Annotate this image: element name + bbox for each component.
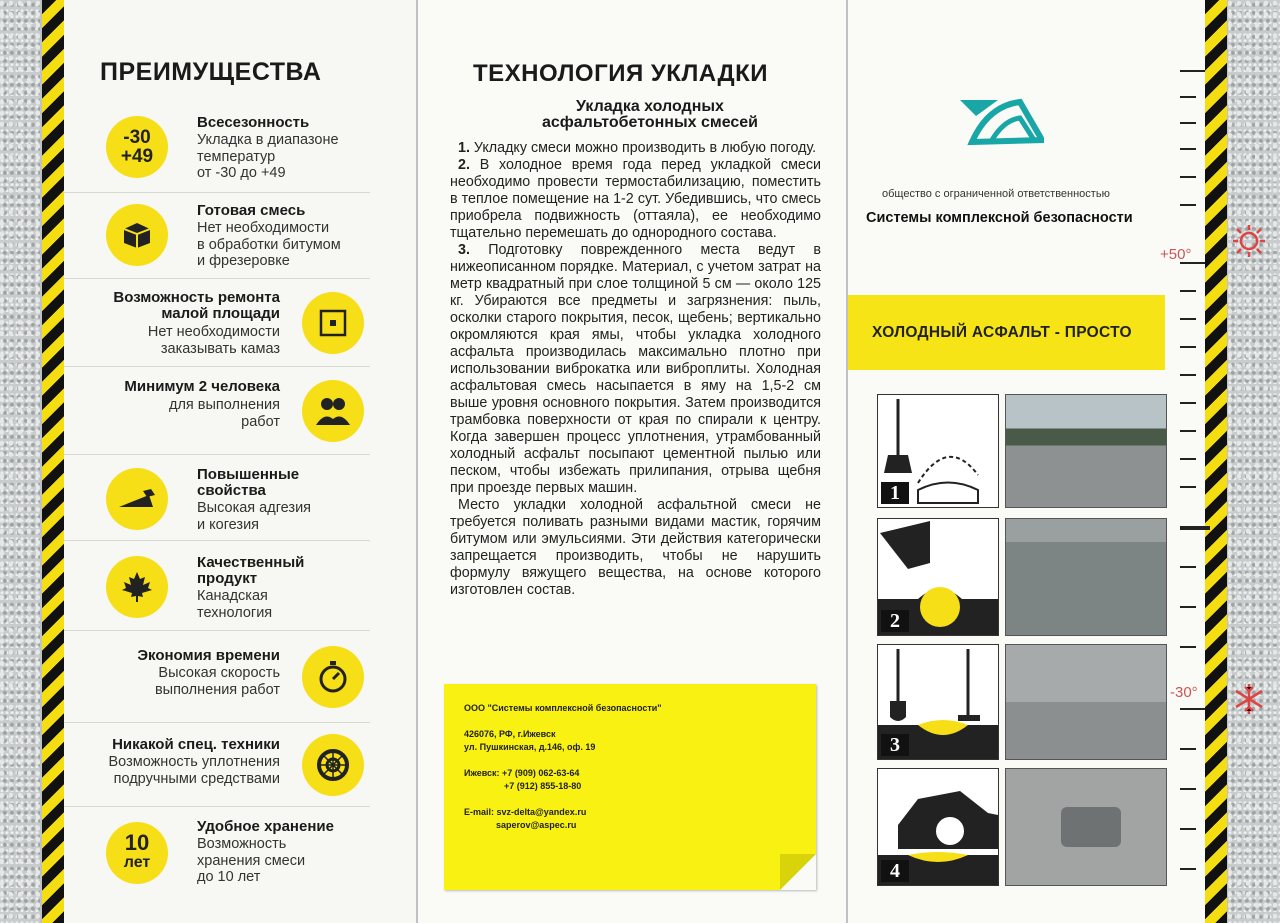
advantage-quality: Качественный продукт Канадская технология — [64, 540, 370, 631]
right-edge — [1228, 0, 1280, 923]
right-hazard-stripe — [1205, 0, 1227, 923]
contact-email-1: E-mail: svz-delta@yandex.ru — [464, 807, 587, 817]
step-3-diagram: 3 — [877, 644, 999, 760]
technology-body — [450, 140, 821, 599]
org-type: общество с ограниченной ответственностью — [882, 188, 1110, 200]
paragraph-3: 3. Подготовку поврежденного места ведут в нижеописанном порядке. Материал, с учетом затрат на метр квадратный при слое толщиной 5 см — около 125 кг. Убираются все предметы и загрязнения: пыль, осколки старого покрытия, песок, щебень; вертикально окромляются края ямы, чтобы укладка холодного асфальта производилась максимально плотно при использовании виброкатка или виброплиты. Холодная асфальтовая смесь насыпается в яму на 1,5-2 см выше уровня основного покрытия. Затем производится трамбовка поверхности от края по спирали к центру. Когда завершен процесс уплотнения, утрамбованный холодный асфальт посыпают цементной пылью или песком, чтобы избежать прилипания, отрыва щебня при проезде первых машин. — [450, 242, 821, 496]
stopwatch-icon — [302, 646, 364, 708]
contact-email-2: saperov@aspec.ru — [496, 820, 577, 830]
contact-company: ООО "Системы комплексной безопасности" — [464, 703, 662, 713]
sun-icon — [1232, 224, 1266, 258]
contact-sticky-note — [444, 684, 816, 890]
box-icon — [106, 204, 168, 266]
wheel-icon — [302, 734, 364, 796]
step-3-photo — [1005, 644, 1167, 760]
advantages-heading: ПРЕИМУЩЕСТВА — [100, 58, 322, 86]
contact-phone-2: +7 (912) 855-18-80 — [504, 781, 582, 791]
advantage-properties: Повышенные свойства Высокая адгезия и когезия — [64, 454, 370, 541]
people-icon — [302, 380, 364, 442]
left-edge — [0, 0, 40, 923]
advantage-two-people: Минимум 2 человека для выполнения работ — [64, 366, 370, 455]
maple-leaf-icon — [106, 556, 168, 618]
slogan: ХОЛОДНЫЙ АСФАЛЬТ - ПРОСТО — [872, 324, 1132, 341]
temperature-icon: -30 +49 — [106, 116, 168, 178]
advantage-ready-mix: Готовая смесь Нет необходимости в обработки битумом и фрезеровке — [64, 192, 370, 279]
paragraph-2: 2. В холодное время года перед укладкой смеси необходимо провести термостабилизацию, поместить в теплое помещение на 1-2 сут. Убедившись, что смесь приобрела подвижность (оттаяла), ее необходимо тщательно перемешать до однородного состава. — [450, 157, 821, 241]
snowflake-icon — [1232, 682, 1266, 716]
slogan-banner — [848, 295, 1165, 370]
left-hazard-stripe — [42, 0, 64, 923]
step-2-diagram: 2 — [877, 518, 999, 636]
contact-address-2: ул. Пушкинская, д.146, оф. 19 — [464, 742, 596, 752]
step-4-photo — [1005, 768, 1167, 886]
ruler-label-bottom: -30° — [1170, 684, 1198, 701]
advantage-time: Экономия времени Высокая скорость выполнения работ — [64, 630, 370, 723]
advantage-storage: 10 лет Удобное хранение Возможность хранения смеси до 10 лет — [64, 806, 370, 906]
contact-phone-1: Ижевск: +7 (909) 062-63-64 — [464, 768, 580, 778]
ruler-label-top: +50° — [1160, 246, 1192, 263]
technology-subheading: Укладка холодных асфальтобетонных смесей — [541, 98, 759, 131]
paragraph-4: Место укладки холодной асфальтной смеси не требуется поливать разными видами мастик, горячим битумом или эмульсиями. Эти действия категорически запрещается производить, чтобы не нарушить формулу вяжущего вещества, на основе которого изготовлен состав. — [450, 497, 821, 598]
note-fold — [780, 854, 816, 890]
contact-address-1: 426076, РФ, г.Ижевск — [464, 729, 556, 739]
step-1-photo — [1005, 394, 1167, 508]
step-1-diagram: 1 — [877, 394, 999, 508]
square-patch-icon — [302, 292, 364, 354]
advantage-small-area: Возможность ремонта малой площади Нет необходимости заказывать камаз — [64, 278, 370, 367]
company-logo — [958, 96, 1044, 146]
step-2-photo — [1005, 518, 1167, 636]
step-4-diagram: 4 — [877, 768, 999, 886]
paragraph-1: 1. Укладку смеси можно производить в любую погоду. — [458, 140, 817, 156]
technology-heading: ТЕХНОЛОГИЯ УКЛАДКИ — [473, 60, 768, 87]
trowel-icon — [106, 468, 168, 530]
ten-years-icon: 10 лет — [106, 822, 168, 884]
company-name: Системы комплексной безопасности — [866, 210, 1133, 226]
advantage-all-season: -30 +49 Всесезонность Укладка в диапазоне температур от -30 до +49 — [64, 104, 370, 193]
advantage-no-machinery: Никакой спец. техники Возможность уплотнения подручными средствами — [64, 722, 370, 807]
